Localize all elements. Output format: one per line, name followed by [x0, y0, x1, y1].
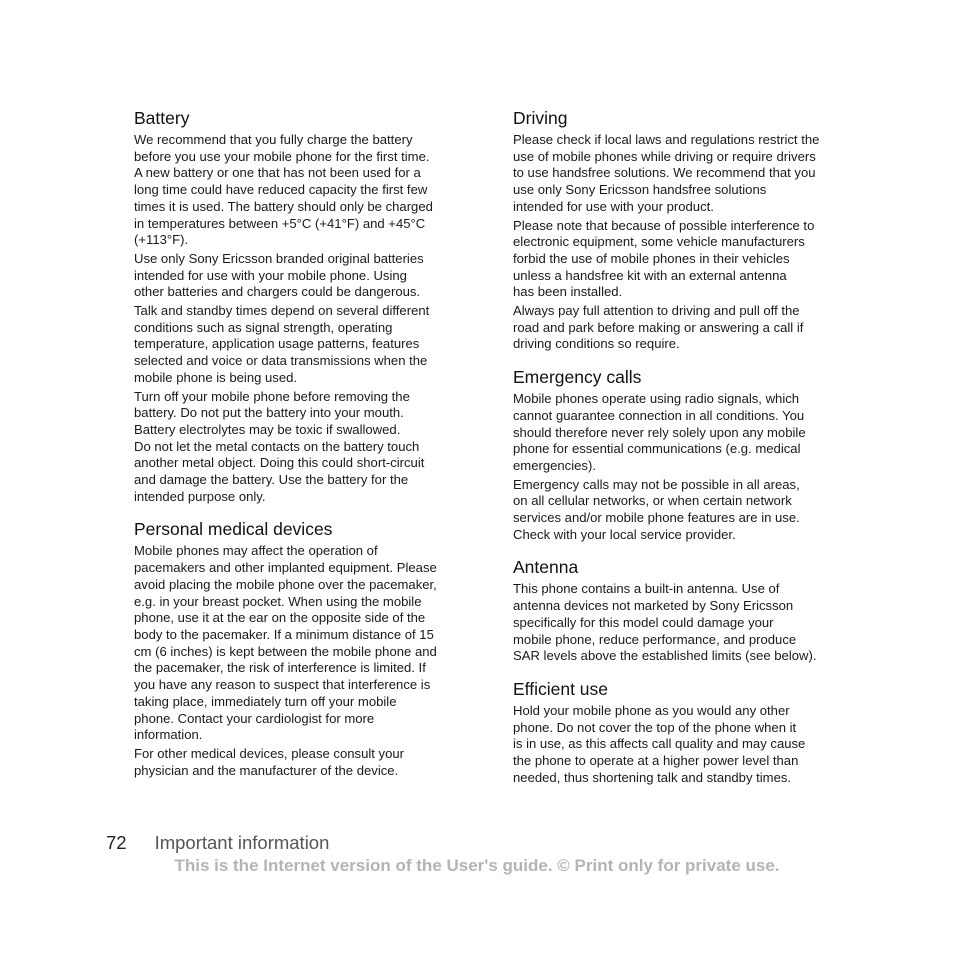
paragraph: Hold your mobile phone as you would any other phone. Do not cover the top of the phone when it is in use, as this affects call quality and may cause the phone to operate at a higher power level than needed, thus shortening talk and standby times.: [513, 702, 806, 785]
paragraph: Emergency calls may not be possible in all areas, on all cellular networks, or when certain network services and/or mobile phone features are in use. Check with your local service provider.: [513, 476, 800, 542]
section-heading: Efficient use: [513, 678, 609, 699]
efficient-use-section: [513, 679, 841, 787]
paragraph: Please note that because of possible interference to electronic equipment, some vehicle manufacturers forbid the use of mobile phones in their vehicles unless a handsfree kit with an external antenna has been installed.: [513, 217, 815, 300]
paragraph: Please check if local laws and regulations restrict the use of mobile phones while driving or require drivers to use handsfree solutions. We recommend that you use only Sony Ericsson handsfree solutions intended for use with your product.: [513, 132, 820, 214]
page-footer: [106, 832, 329, 854]
battery-section: [134, 108, 462, 505]
paragraph: Mobile phones operate using radio signals, which cannot guarantee connection in all conditions. You should therefore never rely solely upon any mobile phone for essential communications (e.g. medical emergencies).: [513, 391, 806, 473]
paragraph: This phone contains a built-in antenna. Use of antenna devices not marketed by Sony Ericsson specifically for this model could damage your mobile phone, reduce performance, and produce SAR levels above the established limits (see below).: [513, 581, 817, 664]
paragraph: Always pay full attention to driving and pull off the road and park before making or answering a call if driving conditions so require.: [513, 303, 804, 352]
footer-section-title: Important information: [154, 832, 330, 853]
left-column: [134, 108, 462, 793]
paragraph: Mobile phones may affect the operation of pacemakers and other implanted equipment. Please avoid placing the mobile phone over the pacemaker, e.g. in your breast pocket. When using the mobile phone, use it at the ear on the opposite side of the body to the pacemaker. If a minimum distance of 15 cm (6 inches) is kept between the mobile phone and the pacemaker, the risk of interference is limited. If you have any reason to suspect that interference is taking place, immediately turn off your mobile phone. Contact your cardiologist for more information.: [134, 543, 437, 743]
page-number: 72: [106, 832, 127, 853]
section-heading: Driving: [513, 108, 568, 128]
personal-medical-devices-section: [134, 519, 462, 779]
antenna-section: [513, 557, 841, 665]
section-heading: Battery: [134, 108, 190, 128]
paragraph: For other medical devices, please consult your physician and the manufacturer of the device.: [134, 745, 405, 778]
driving-section: [513, 108, 841, 353]
watermark-notice: This is the Internet version of the User's guide. © Print only for private use.: [174, 856, 780, 875]
right-column: [513, 108, 841, 801]
section-heading: Emergency calls: [513, 367, 642, 388]
section-heading: Antenna: [513, 557, 579, 578]
emergency-calls-section: [513, 367, 841, 543]
paragraph: Talk and standby times depend on several different conditions such as signal strength, operating temperature, application usage patterns, features selected and voice or data transmissions when the mobile phone is being used.: [134, 303, 430, 385]
paragraph: Turn off your mobile phone before removing the battery. Do not put the battery into your mouth. Battery electrolytes may be toxic if swallowed. Do not let the metal contacts on the battery touch another metal object. Doing this could short-circuit and damage the battery. Use the battery for the intended purpose only.: [134, 388, 425, 504]
paragraph: Use only Sony Ericsson branded original batteries intended for use with your mobile phone. Using other batteries and chargers could be dangerous.: [134, 250, 424, 300]
section-heading: Personal medical devices: [134, 519, 333, 540]
paragraph: We recommend that you fully charge the battery before you use your mobile phone for the first time. A new battery or one that has not been used for a long time could have reduced capacity the first few times it is used. The battery should only be charged in temperatures between +5°C (+41°F) and +45°C (+113°F).: [134, 132, 433, 248]
